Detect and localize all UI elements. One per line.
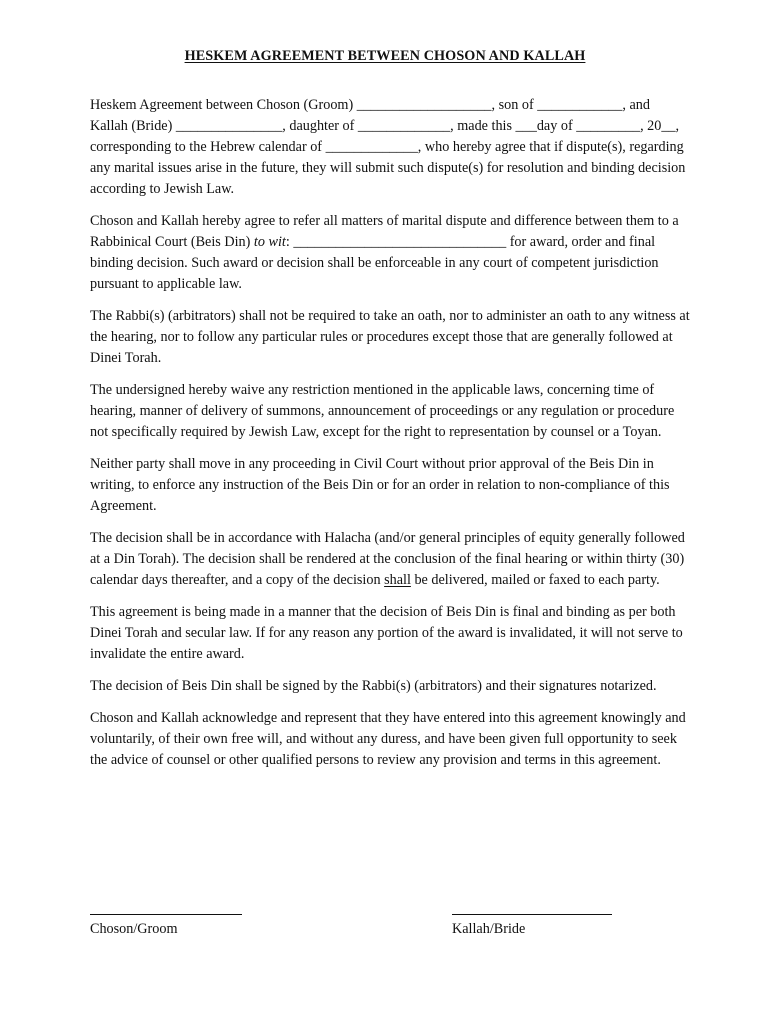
paragraph-text: The decision of Beis Din shall be signed by the Rabbi(s) (arbitrators) and their signatures notarized. bbox=[90, 678, 657, 694]
groom-signature-label: Choson/Groom bbox=[90, 921, 178, 937]
document-title: HESKEM AGREEMENT BETWEEN CHOSON AND KALLAH bbox=[184, 48, 586, 64]
paragraph-text: This agreement is being made in a manner that the decision of Beis Din is final and binding as per both Dinei Torah and secular law. If for any reason any portion of the award is invalidated, it will not serve to invalidate the entire award. bbox=[90, 604, 683, 662]
paragraph-civil-court bbox=[90, 454, 690, 517]
paragraph-text: be delivered, mailed or faxed to each party. bbox=[410, 572, 660, 588]
paragraph-final-binding bbox=[90, 602, 690, 665]
underlined-text: shall bbox=[384, 572, 411, 588]
bride-signature-block bbox=[452, 902, 612, 940]
paragraph-text: Neither party shall move in any proceeding in Civil Court without prior approval of the Beis Din in writing, to enforce any instruction of the Beis Din or for an order in relation to non-compliance of this Agreement. bbox=[90, 456, 670, 514]
paragraph-text: Choson and Kallah hereby agree to refer all matters of marital dispute and difference between them to a Rabbinical Court (Beis Din) bbox=[90, 213, 679, 250]
paragraph-acknowledgement bbox=[90, 708, 690, 771]
paragraph-text: The Rabbi(s) (arbitrators) shall not be required to take an oath, nor to administer an oath to any witness at the hearing, nor to follow any particular rules or procedures except those that are generally followed at Dinei Torah. bbox=[90, 308, 690, 366]
paragraph-text: The undersigned hereby waive any restriction mentioned in the applicable laws, concerning time of hearing, manner of delivery of summons, announcement of proceedings or any regulation or procedure not specifically required by Jewish Law, except for the right to representation by counsel or a Toyan. bbox=[90, 382, 675, 440]
italic-text: to wit bbox=[253, 234, 286, 250]
paragraph-intro bbox=[90, 95, 690, 200]
bride-signature-line[interactable] bbox=[452, 902, 612, 915]
paragraph-signed-notarized bbox=[90, 676, 690, 697]
paragraph-text: Choson and Kallah acknowledge and represent that they have entered into this agreement knowingly and voluntarily, of their own free will, and without any duress, and have been given full opportunity to seek the advice of counsel or other qualified persons to review any provision and terms in this agreement. bbox=[90, 710, 686, 768]
paragraph-oath bbox=[90, 306, 690, 369]
groom-signature-block bbox=[90, 902, 242, 940]
paragraph-text: Heskem Agreement between Choson (Groom) ___________________, son of ____________, and Kallah (Bride) _______________, daughter of _____________, made this ___day of _________, 20__, corresponding to the Hebrew calendar of _____________, who hereby agree that if dispute(s), regarding any marital issues arise in the future, they will submit such dispute(s) for resolution and binding decision according to Jewish Law. bbox=[90, 97, 686, 197]
document-body bbox=[90, 95, 690, 782]
groom-signature-line[interactable] bbox=[90, 902, 242, 915]
bride-signature-label: Kallah/Bride bbox=[452, 921, 526, 937]
paragraph-refer-to-beis-din bbox=[90, 211, 690, 295]
paragraph-halacha bbox=[90, 528, 690, 591]
paragraph-text: The decision shall be in accordance with Halacha (and/or general principles of equity generally followed at a Din Torah). The decision shall be rendered at the conclusion of the final hearing or within thirty (30) calendar days thereafter, and a copy of the decision bbox=[90, 530, 685, 588]
paragraph-waiver bbox=[90, 380, 690, 443]
signature-area bbox=[0, 902, 770, 942]
paragraph-text: : ______________________________ for award, order and final binding decision. Such award or decision shall be enforceable in any court of competent jurisdiction pursuant to applicable law. bbox=[90, 234, 659, 292]
